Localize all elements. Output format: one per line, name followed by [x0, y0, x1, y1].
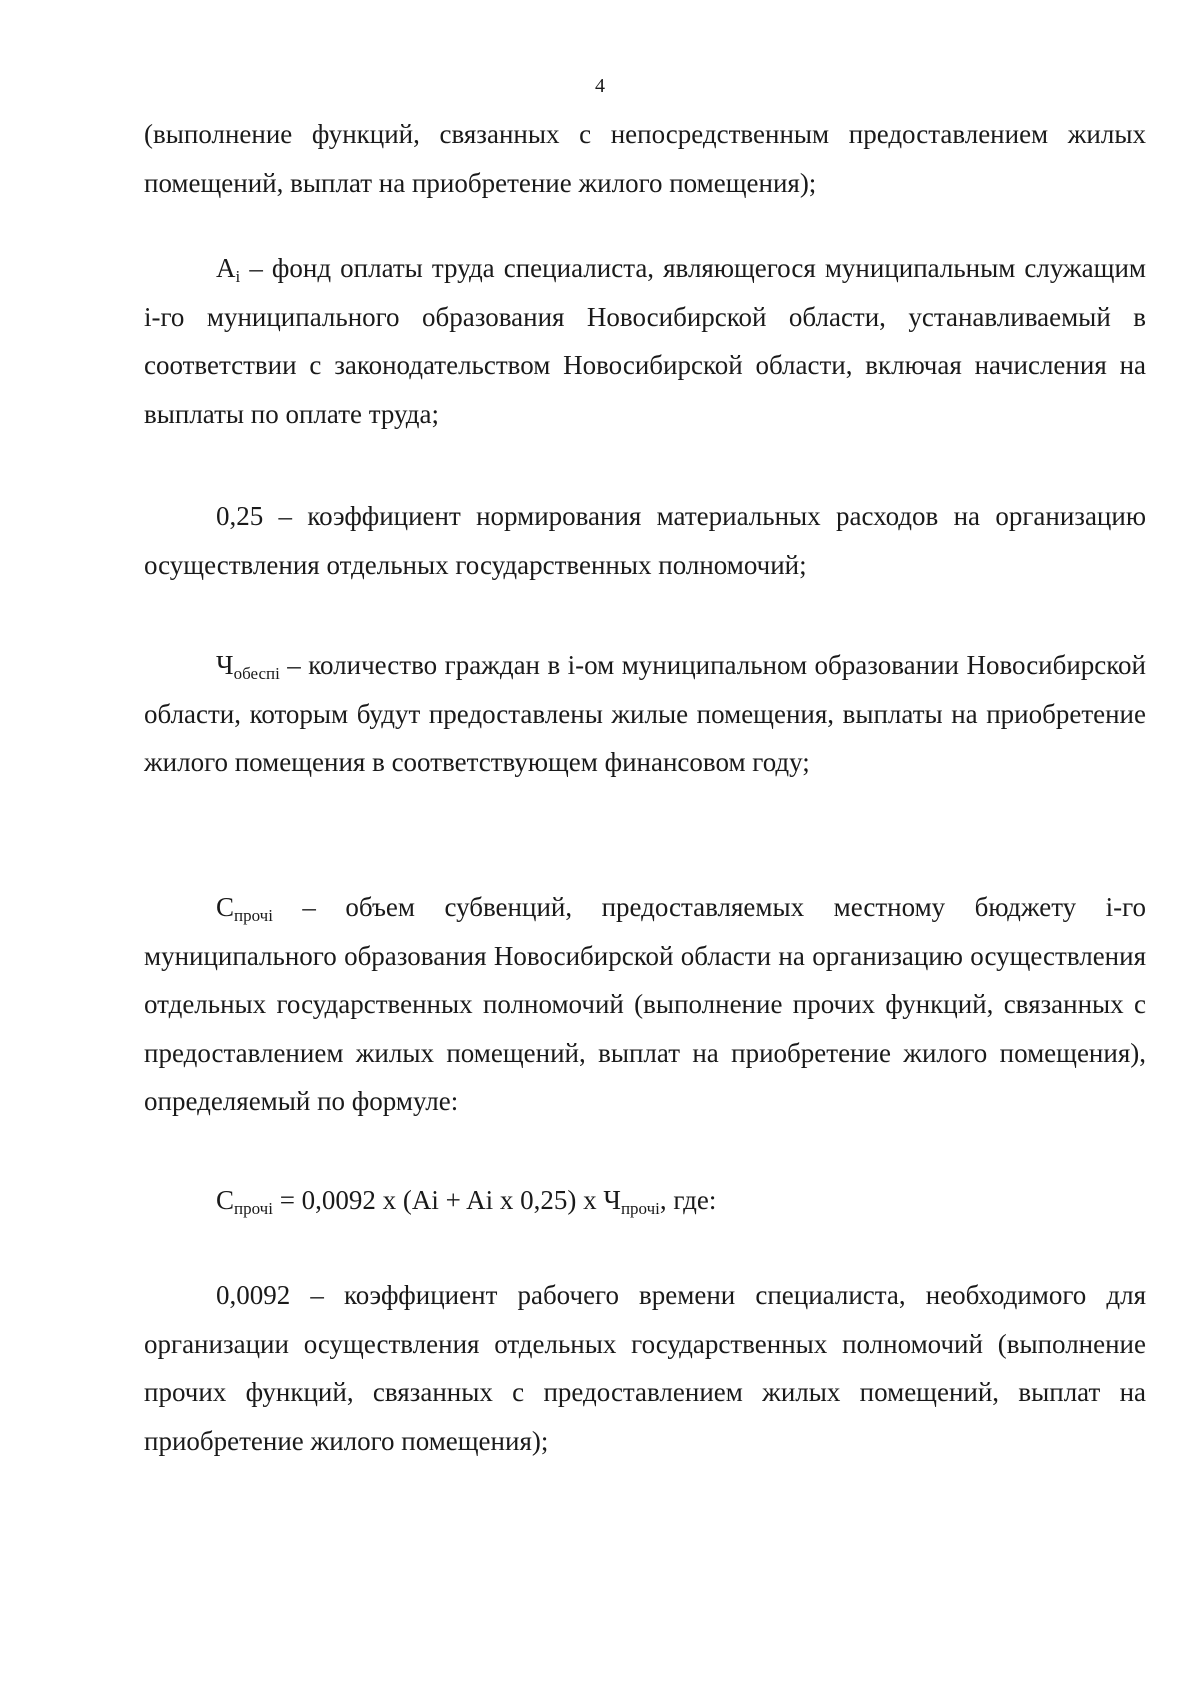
formula-rhs-subscript: прочi: [620, 1199, 660, 1218]
paragraph-text: – количество граждан в i-ом муниципальном образовании Новосибирской области, которым будут предоставлены жилые помещения, выплаты на приобретение жилого помещения в соответствующем финансовом году;: [144, 650, 1146, 777]
paragraph-text: – объем субвенций, предоставляемых местному бюджету i-го муниципального образования Новосибирской области на организацию осуществления отдельных государственных полномочий (выполнение прочих функций, связанных с предоставлением жилых помещений, выплат на приобретение жилого помещения), определяемый по формуле:: [144, 892, 1146, 1116]
paragraph-text: 0,25 – коэффициент нормирования материальных расходов на организацию осуществления отдельных государственных полномочий;: [144, 501, 1146, 580]
paragraph-s-prochi-definition: [144, 883, 1146, 1126]
paragraph-text: – фонд оплаты труда специалиста, являющегося муниципальным служащим i-го муниципального образования Новосибирской области, устанавливаемый в соответствии с законодательством Новосибирской области, включая начисления на выплаты по оплате труда;: [144, 253, 1146, 429]
paragraph-continuation: [144, 110, 1146, 207]
symbol-a: A: [216, 253, 236, 283]
symbol-s-subscript: прочi: [234, 906, 273, 925]
paragraph-ch-obesp-definition: [144, 641, 1146, 787]
formula-lhs-subscript: прочi: [234, 1199, 273, 1218]
formula-tail: , где:: [659, 1185, 717, 1215]
formula-middle: = 0,0092 x (Ai + Ai x 0,25) x Ч: [272, 1185, 621, 1215]
formula-lhs: С: [216, 1185, 235, 1215]
paragraph-text: 0,0092 – коэффициент рабочего времени специалиста, необходимого для организации осуществления отдельных государственных полномочий (выполнение прочих функций, связанных с предоставлением жилых помещений, выплат на приобретение жилого помещения);: [144, 1280, 1146, 1456]
formula-line: [144, 1176, 1146, 1225]
paragraph-coefficient-00092: [144, 1271, 1146, 1465]
paragraph-coefficient-025: [144, 492, 1146, 589]
paragraph-ai-definition: [144, 244, 1146, 438]
symbol-s: С: [216, 892, 235, 922]
page-number: 4: [595, 75, 605, 97]
symbol-ch-subscript: обеспi: [233, 664, 280, 683]
symbol-a-subscript: i: [235, 267, 241, 286]
symbol-ch: Ч: [216, 650, 234, 680]
paragraph-text: (выполнение функций, связанных с непосредственным предоставлением жилых помещений, выплат на приобретение жилого помещения);: [144, 119, 1146, 198]
